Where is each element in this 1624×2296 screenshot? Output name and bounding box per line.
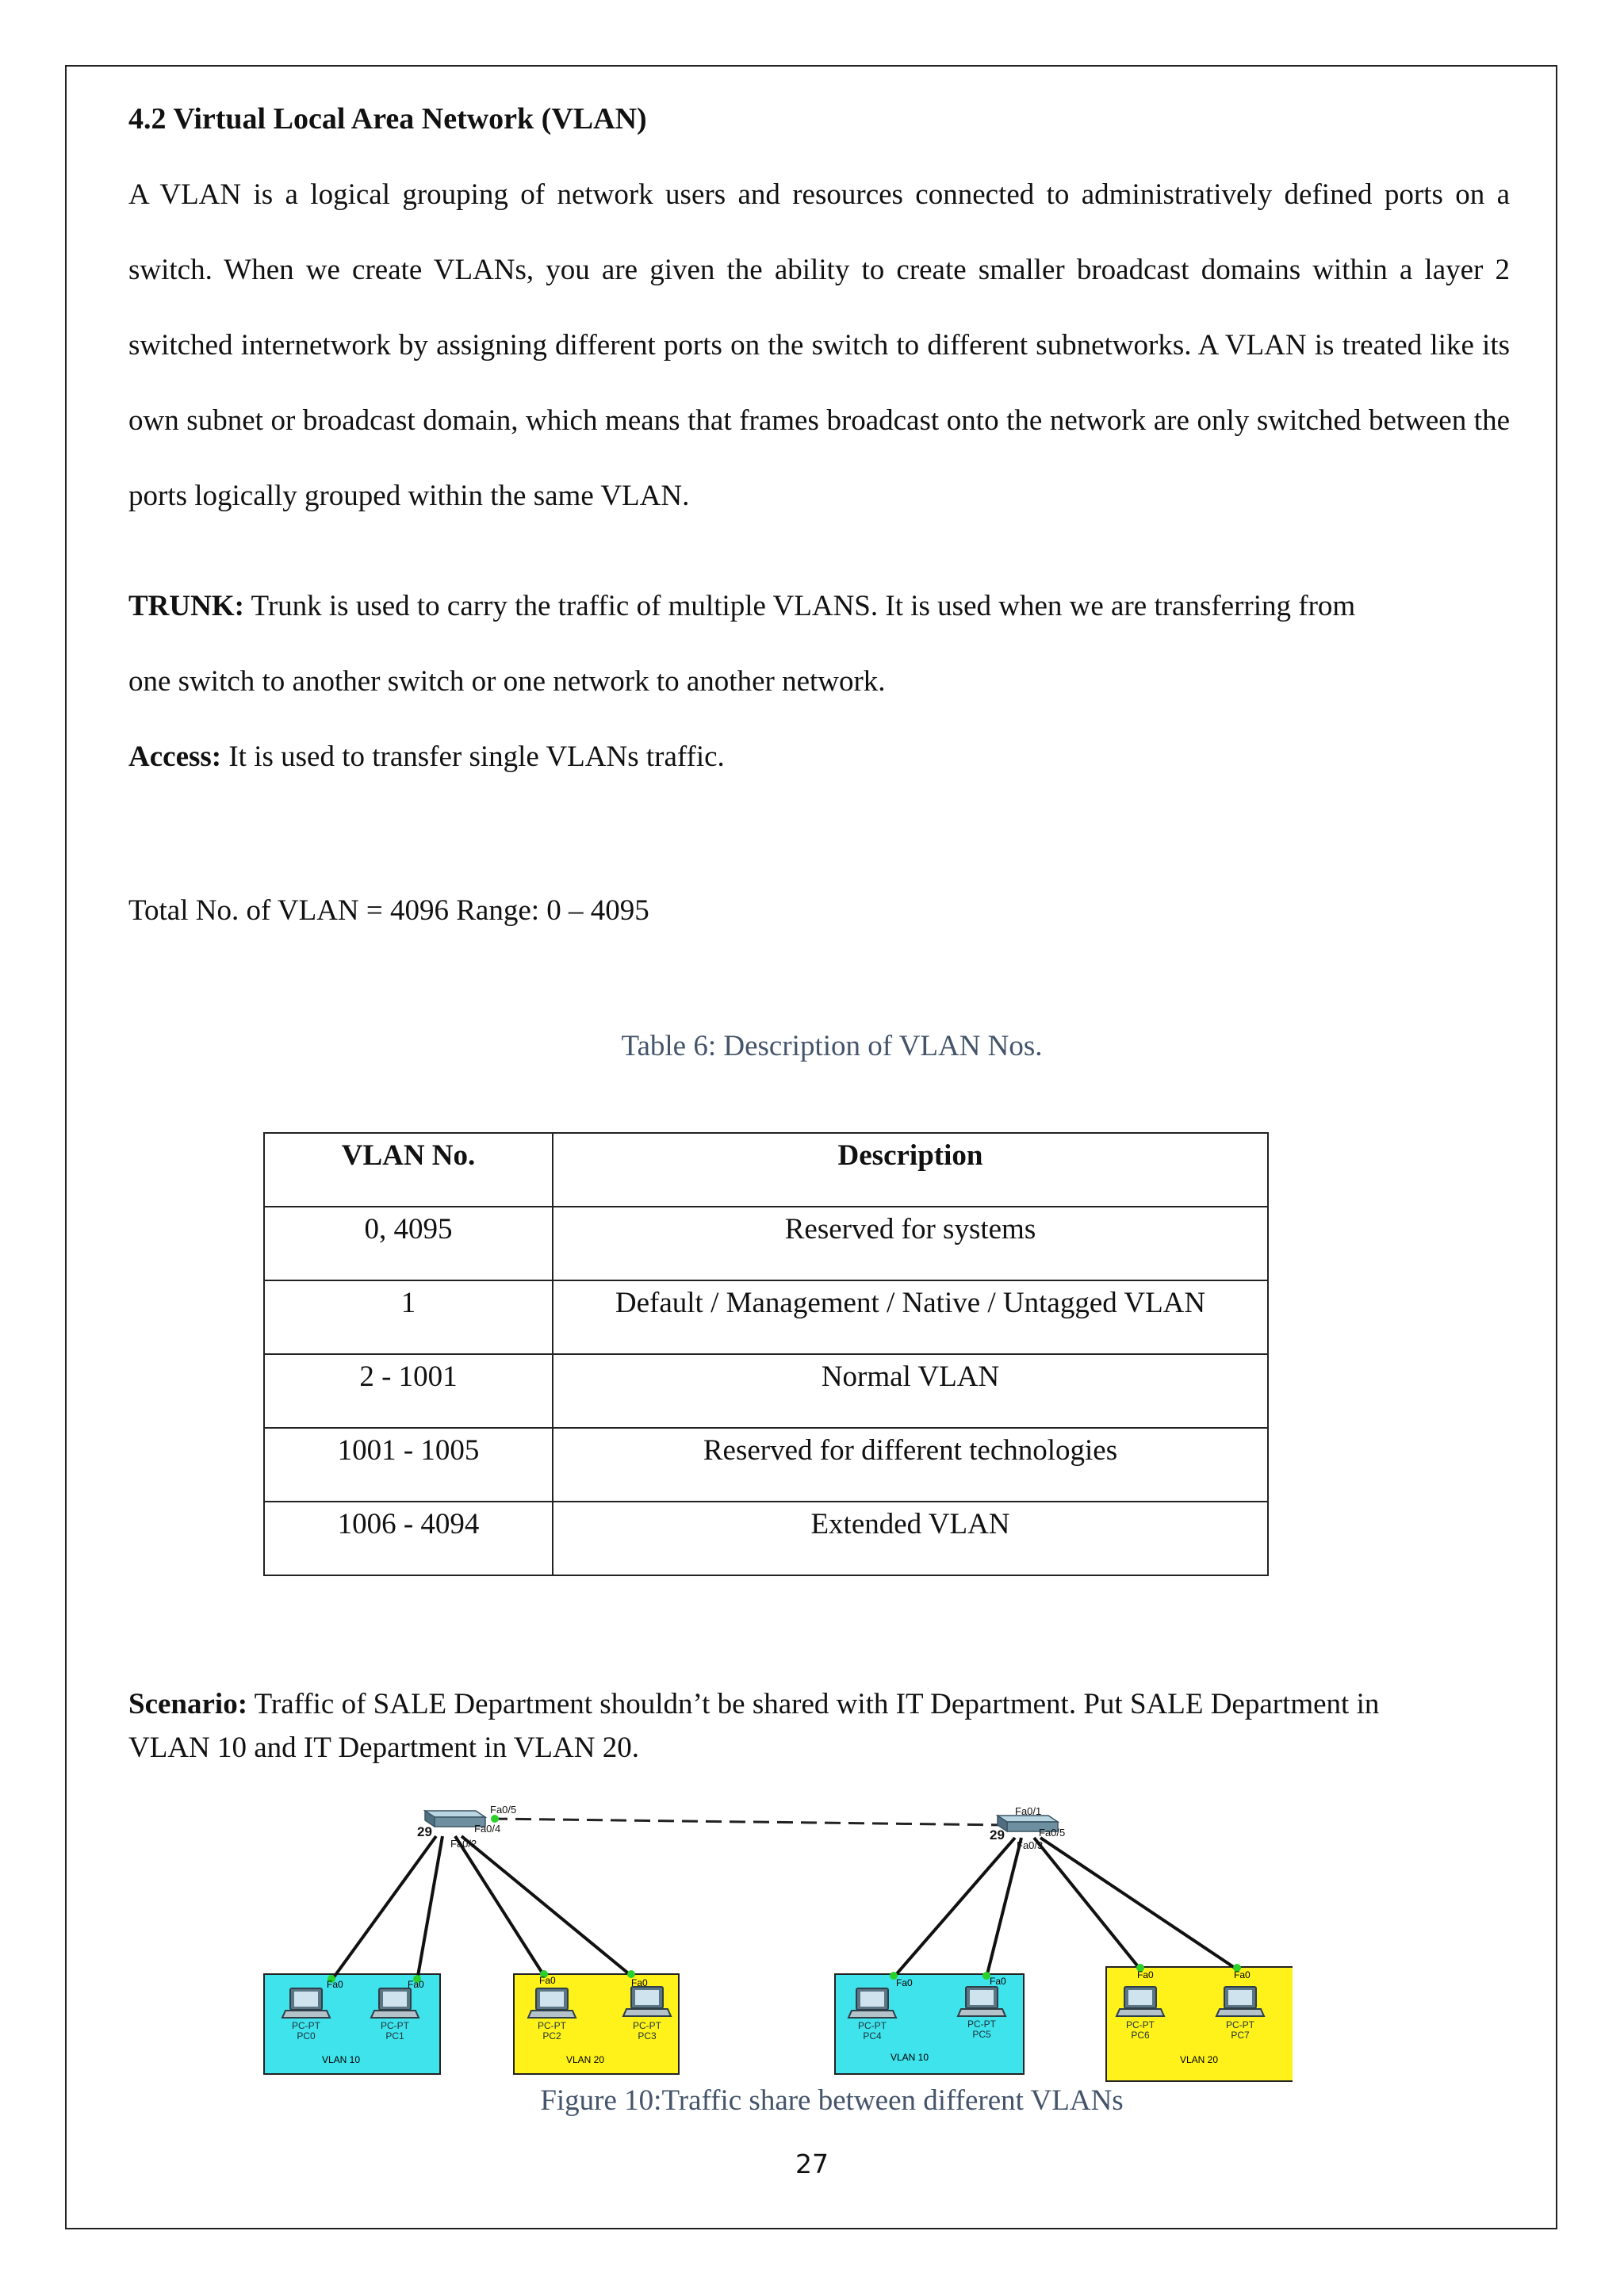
pc-name-label: PC2 [542,2030,561,2042]
pc-port-label: Fa0 [990,1976,1006,1987]
pc-name-label: PC5 [972,2029,991,2040]
switch-right-label: 29 [990,1827,1005,1843]
pc-name-label: PC4 [863,2030,882,2042]
pc-name-label: PC1 [385,2030,404,2042]
vlan-table [263,1132,1269,1576]
pc-port-label: Fa0 [1137,1969,1154,1980]
section-heading: 4.2 Virtual Local Area Network (VLAN) [128,102,647,136]
trunk-line-1 [128,589,1355,623]
trunk-line-2: one switch to another switch or one network to another network. [128,665,886,698]
trunk-label: TRUNK: [128,590,244,622]
vlan-no-cell: 0, 4095 [264,1207,553,1280]
table-row [264,1207,1268,1280]
port-label: Fa0/2 [450,1838,477,1850]
port-label: Fa0/5 [490,1804,517,1816]
port-label: Fa0/4 [474,1823,501,1835]
pc-port-label: Fa0 [408,1979,424,1990]
switch-left-label: 29 [417,1824,432,1839]
table-row [264,1428,1268,1502]
header-description: Description [553,1133,1268,1207]
pc-type-label: PC-PT [858,2020,887,2031]
description-cell: Default / Management / Native / Untagged VLAN [553,1280,1268,1354]
trunk-text-1: Trunk is used to carry the traffic of multiple VLANS. It is used when we are transferring from [243,590,1356,622]
pc-type-label: PC-PT [1126,2019,1155,2030]
port-label: Fa0/1 [1015,1805,1042,1817]
figure-caption: Figure 10:Traffic share between different VLANs [540,2084,1124,2117]
table-row [264,1502,1268,1575]
access-label: Access: [128,740,222,773]
page-number: 27 [795,2149,829,2179]
table-header-row [264,1133,1268,1207]
access-line [128,740,725,774]
scenario-text-1: Traffic of SALE Department shouldn’t be shared with IT Department. Put SALE Department in [247,1688,1380,1720]
table-row [264,1280,1268,1354]
port-label: Fa0/5 [1039,1827,1066,1839]
table-caption: Table 6: Description of VLAN Nos. [621,1030,1043,1062]
vlan-group-label: VLAN 20 [565,2054,605,2065]
access-links [331,1836,1237,1980]
pc-name-label: PC6 [1131,2030,1150,2041]
total-vlan-line: Total No. of VLAN = 4096 Range: 0 – 4095 [128,894,649,927]
pc-type-label: PC-PT [381,2020,409,2031]
pc-type-label: PC-PT [292,2020,320,2031]
vlan-no-cell: 1006 - 4094 [264,1502,553,1575]
vlan-no-cell: 2 - 1001 [264,1354,553,1428]
intro-paragraph: A VLAN is a logical grouping of network users and resources connected to administratively defined ports on a switch. When we create VLANs, you are given the ability to create smaller broadcast domains within a layer 2 switched internetwork by assigning different ports on the switch to different subnetworks. A VLAN is treated like its own subnet or broadcast domain, which means that frames broadcast onto the network are only switched between the ports logically grouped within the same VLAN. [128,178,1510,512]
pc-type-label: PC-PT [967,2019,996,2030]
description-cell: Reserved for systems [553,1207,1268,1280]
scenario-label: Scenario: [128,1688,248,1720]
pc-port-label: Fa0 [896,1977,913,1988]
vlan-group-label: VLAN 20 [1179,2054,1219,2065]
access-text: It is used to transfer single VLANs traffic. [221,740,725,773]
pc-type-label: PC-PT [633,2020,661,2031]
pc-port-label: Fa0 [1234,1969,1251,1980]
vlan-no-cell: 1 [264,1280,553,1354]
pc-name-label: PC7 [1231,2030,1250,2041]
vlan-group-label: VLAN 10 [321,2054,361,2065]
description-cell: Reserved for different technologies [553,1428,1268,1502]
vlan-topology-diagram [262,1803,1293,2088]
pc-name-label: PC0 [297,2030,316,2042]
header-vlan-no: VLAN No. [264,1133,553,1207]
pc-port-label: Fa0 [631,1977,648,1988]
pc-port-label: Fa0 [327,1979,343,1990]
pc-type-label: PC-PT [1226,2019,1254,2030]
pc-type-label: PC-PT [538,2020,566,2031]
vlan-group-label: VLAN 10 [890,2052,929,2063]
scenario-line-2: VLAN 10 and IT Department in VLAN 20. [128,1732,639,1764]
vlan-no-cell: 1001 - 1005 [264,1428,553,1502]
description-cell: Normal VLAN [553,1354,1268,1428]
pc-name-label: PC3 [638,2030,657,2042]
port-label: Fa0/3 [1017,1839,1044,1851]
description-cell: Extended VLAN [553,1502,1268,1575]
table-row [264,1354,1268,1428]
scenario-line-1 [128,1687,1379,1721]
trunk-link [492,1819,1007,1825]
pc-port-label: Fa0 [539,1975,556,1986]
